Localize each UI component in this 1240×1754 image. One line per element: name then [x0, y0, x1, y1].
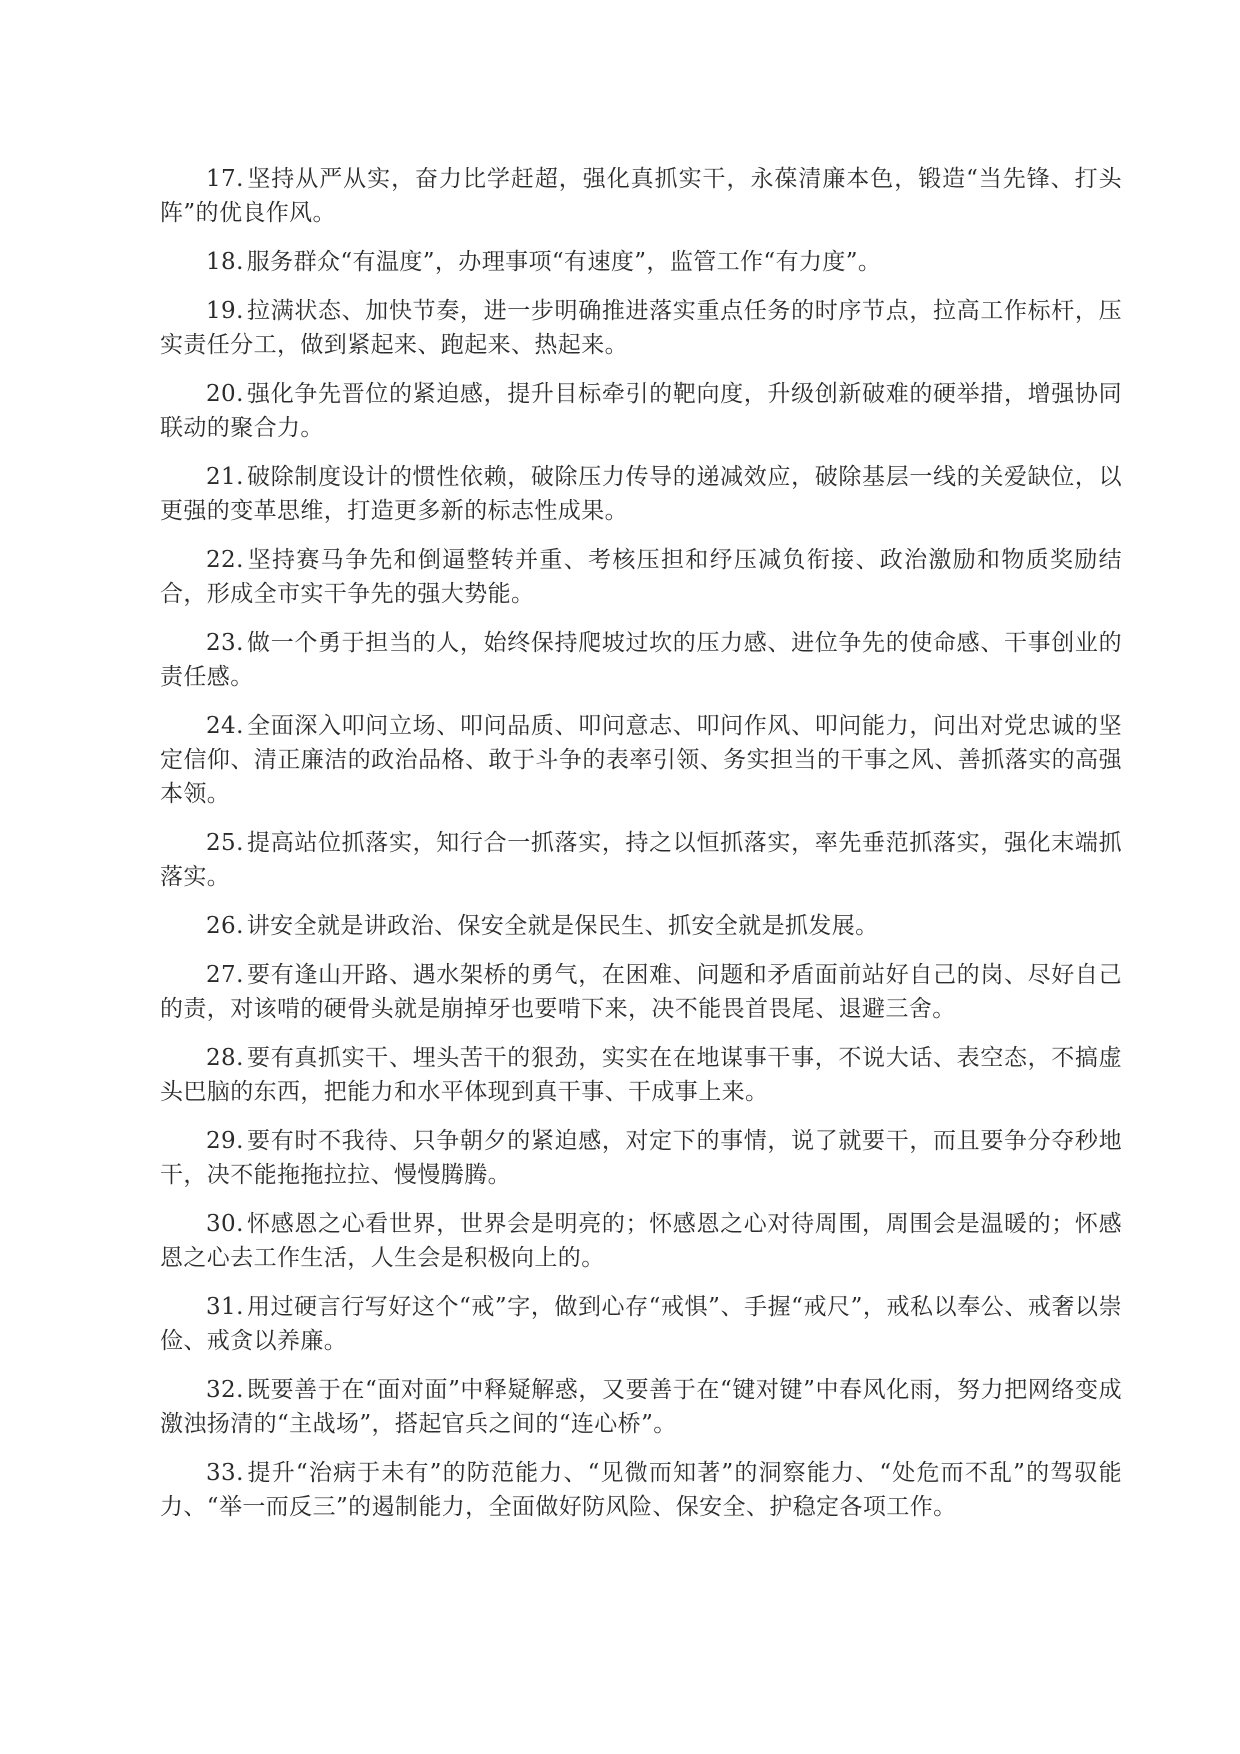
- paragraph-21: [160, 460, 1122, 528]
- paragraph-text: 破除制度设计的惯性依赖，破除压力传导的递减效应，破除基层一线的关爱缺位，以更强的变革思维，打造更多新的标志性成果。: [160, 464, 1122, 524]
- paragraph-number: 19.: [206, 298, 244, 324]
- paragraph-23: [160, 626, 1122, 694]
- paragraph-text: 全面深入叩问立场、叩问品质、叩问意志、叩问作风、叩问能力，问出对党忠诚的坚定信仰、清正廉洁的政治品格、敢于斗争的表率引领、务实担当的干事之风、善抓落实的高强本领。: [160, 713, 1122, 807]
- paragraph-number: 22.: [206, 547, 244, 573]
- paragraph-number: 17.: [206, 166, 244, 192]
- paragraph-30: [160, 1207, 1122, 1275]
- paragraph-number: 27.: [206, 962, 244, 988]
- paragraph-number: 28.: [206, 1045, 244, 1071]
- paragraph-number: 26.: [206, 913, 244, 939]
- paragraph-31: [160, 1290, 1122, 1358]
- paragraph-text: 拉满状态、加快节奏，进一步明确推进落实重点任务的时序节点，拉高工作标杆，压实责任分工，做到紧起来、跑起来、热起来。: [160, 298, 1122, 358]
- paragraph-number: 32.: [206, 1377, 244, 1403]
- paragraph-text: 强化争先晋位的紧迫感，提升目标牵引的靶向度，升级创新破难的硬举措，增强协同联动的聚合力。: [160, 381, 1122, 441]
- paragraph-text: 提高站位抓落实，知行合一抓落实，持之以恒抓落实，率先垂范抓落实，强化末端抓落实。: [160, 830, 1122, 890]
- paragraph-27: [160, 958, 1122, 1026]
- paragraph-text: 要有真抓实干、埋头苦干的狠劲，实实在在地谋事干事，不说大话、表空态，不搞虚头巴脑的东西，把能力和水平体现到真干事、干成事上来。: [160, 1045, 1122, 1105]
- paragraph-28: [160, 1041, 1122, 1109]
- paragraph-33: [160, 1456, 1122, 1524]
- paragraph-number: 25.: [206, 830, 244, 856]
- paragraph-number: 30.: [206, 1211, 244, 1237]
- paragraph-text: 提升“治病于未有”的防范能力、“见微而知著”的洞察能力、“处危而不乱”的驾驭能力、“举一而反三”的遏制能力，全面做好防风险、保安全、护稳定各项工作。: [160, 1460, 1122, 1520]
- paragraph-text: 坚持从严从实，奋力比学赶超，强化真抓实干，永葆清廉本色，锻造“当先锋、打头阵”的优良作风。: [160, 166, 1122, 226]
- paragraph-text: 坚持赛马争先和倒逼整转并重、考核压担和纾压减负衔接、政治激励和物质奖励结合，形成全市实干争先的强大势能。: [160, 547, 1122, 607]
- paragraph-number: 18.: [206, 249, 244, 275]
- paragraph-32: [160, 1373, 1122, 1441]
- paragraph-number: 23.: [206, 630, 244, 656]
- paragraph-17: [160, 162, 1122, 230]
- paragraph-26: [160, 909, 1122, 943]
- paragraph-number: 24.: [206, 713, 244, 739]
- paragraph-19: [160, 294, 1122, 362]
- paragraph-text: 服务群众“有温度”，办理事项“有速度”，监管工作“有力度”。: [246, 249, 882, 275]
- paragraph-number: 20.: [206, 381, 244, 407]
- paragraph-text: 既要善于在“面对面”中释疑解惑，又要善于在“键对键”中春风化雨，努力把网络变成激浊扬清的“主战场”，搭起官兵之间的“连心桥”。: [160, 1377, 1122, 1437]
- paragraph-29: [160, 1124, 1122, 1192]
- paragraph-number: 33.: [206, 1460, 244, 1486]
- paragraph-25: [160, 826, 1122, 894]
- paragraph-text: 讲安全就是讲政治、保安全就是保民生、抓安全就是抓发展。: [246, 913, 879, 939]
- paragraph-text: 用过硬言行写好这个“戒”字，做到心存“戒惧”、手握“戒尺”，戒私以奉公、戒奢以崇俭、戒贪以养廉。: [160, 1294, 1122, 1354]
- paragraph-18: [160, 245, 1122, 279]
- paragraph-text: 做一个勇于担当的人，始终保持爬坡过坎的压力感、进位争先的使命感、干事创业的责任感。: [160, 630, 1122, 690]
- document-body: [160, 162, 1122, 1539]
- paragraph-text: 要有逢山开路、遇水架桥的勇气，在困难、问题和矛盾面前站好自己的岗、尽好自己的责，对该啃的硬骨头就是崩掉牙也要啃下来，决不能畏首畏尾、退避三舍。: [160, 962, 1122, 1022]
- paragraph-number: 29.: [206, 1128, 244, 1154]
- paragraph-text: 怀感恩之心看世界，世界会是明亮的；怀感恩之心对待周围，周围会是温暖的；怀感恩之心去工作生活，人生会是积极向上的。: [160, 1211, 1122, 1271]
- paragraph-20: [160, 377, 1122, 445]
- paragraph-number: 31.: [206, 1294, 244, 1320]
- paragraph-number: 21.: [206, 464, 244, 490]
- paragraph-22: [160, 543, 1122, 611]
- paragraph-24: [160, 709, 1122, 811]
- paragraph-text: 要有时不我待、只争朝夕的紧迫感，对定下的事情，说了就要干，而且要争分夺秒地干，决不能拖拖拉拉、慢慢腾腾。: [160, 1128, 1122, 1188]
